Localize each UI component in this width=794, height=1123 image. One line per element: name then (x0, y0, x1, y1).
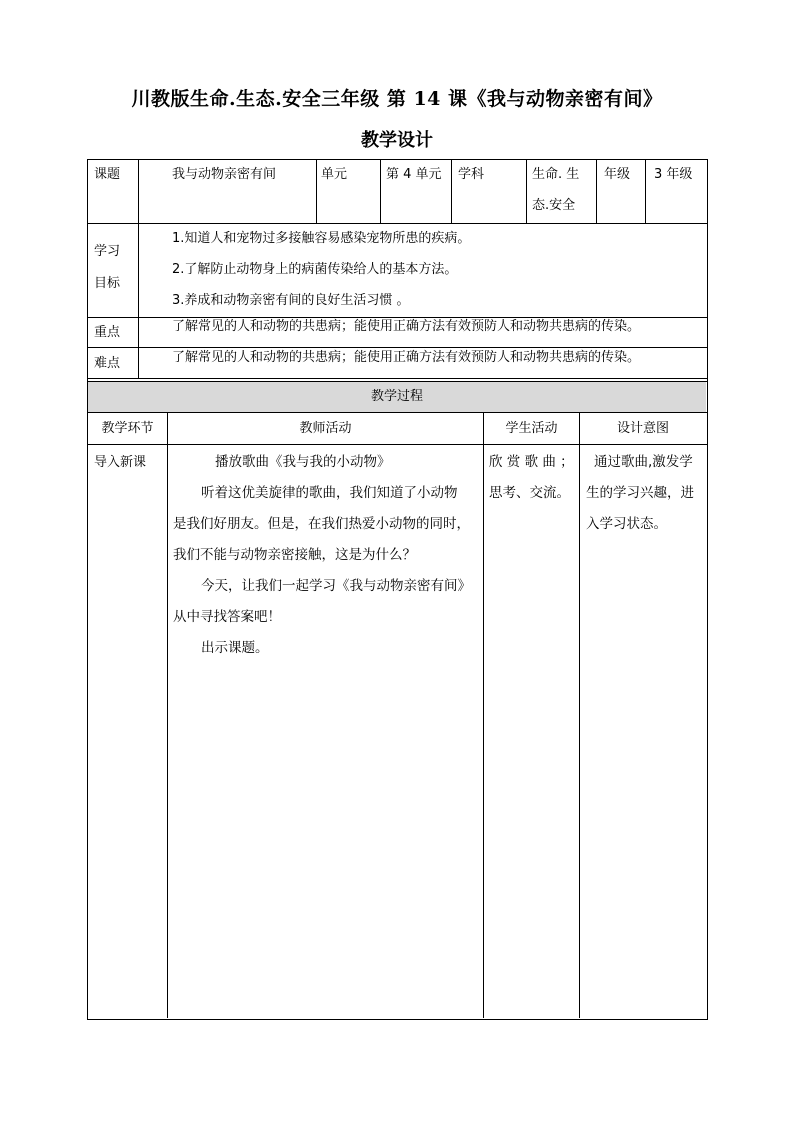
col-divider (138, 159, 139, 223)
col-header-intent: 设计意图 (616, 421, 669, 436)
goals-label-line1: 学习 (94, 244, 121, 259)
teacher-line: 出示课题。 (201, 640, 269, 656)
col-divider (483, 412, 484, 1018)
document-title: 川教版生命.生态.安全三年级 第 14 课《我与动物亲密有间》 (131, 88, 663, 110)
subject-value-line2: 态.安全 (532, 198, 576, 213)
teacher-line: 听着这优美旋律的歌曲，我们知道了小动物 (201, 485, 458, 501)
subject-value-line1: 生命. 生 (532, 167, 580, 182)
teacher-line: 今天，让我们一起学习《我与动物亲密有间》 (201, 578, 471, 594)
goals-label-line2: 目标 (94, 276, 121, 291)
intent-line: 通过歌曲,激发学 (594, 454, 693, 470)
teacher-line: 是我们好朋友。但是，在我们热爱小动物的同时， (173, 516, 470, 532)
col-divider (380, 159, 381, 223)
teacher-line: 播放歌曲《我与我的小动物》 (215, 454, 391, 470)
row-divider (87, 223, 707, 224)
col-divider (579, 412, 580, 1018)
row-divider (87, 412, 707, 413)
student-line: 欣 赏 歌 曲 ； (489, 454, 574, 470)
col-divider (138, 223, 139, 378)
col-header-student: 学生活动 (505, 421, 558, 436)
goal-item: 3.养成和动物亲密有间的良好生活习惯 。 (172, 293, 410, 308)
col-divider (596, 159, 597, 223)
row-divider (87, 347, 707, 348)
teacher-line: 我们不能与动物亲密接触，这是为什么？ (173, 547, 416, 563)
goal-item: 1.知道人和宠物过多接触容易感染宠物所患的疾病。 (172, 231, 471, 246)
unit-label: 单元 (321, 167, 348, 182)
intent-line: 入学习状态。 (586, 516, 667, 532)
process-header: 教学过程 (370, 389, 423, 404)
subject-label: 学科 (458, 167, 485, 182)
row-divider (87, 381, 707, 382)
stage-name: 导入新课 (94, 455, 147, 470)
difficulty-label: 难点 (94, 356, 121, 371)
unit-value: 第 4 单元 (386, 167, 442, 182)
topic-label: 课题 (94, 167, 121, 182)
grade-value: 3 年级 (654, 167, 693, 182)
key-point-text: 了解常见的人和动物的共患病；能使用正确方法有效预防人和动物共患病的传染。 (172, 319, 641, 334)
col-divider (316, 159, 317, 223)
col-divider (167, 412, 168, 1018)
goal-item: 2.了解防止动物身上的病菌传染给人的基本方法。 (172, 262, 458, 277)
row-divider (87, 444, 707, 445)
col-divider (645, 159, 646, 223)
topic-value: 我与动物亲密有间 (172, 167, 277, 182)
grade-label: 年级 (604, 167, 631, 182)
document-subtitle: 教学设计 (361, 130, 433, 151)
row-divider (87, 378, 707, 379)
col-header-teacher: 教师活动 (299, 421, 352, 436)
difficulty-text: 了解常见的人和动物的共患病；能使用正确方法有效预防人和动物共患病的传染。 (172, 350, 641, 365)
col-divider (526, 159, 527, 223)
student-line: 思考、交流。 (489, 485, 570, 501)
intent-line: 生的学习兴趣，进 (586, 485, 694, 501)
key-point-label: 重点 (94, 325, 121, 340)
col-header-stage: 教学环节 (101, 421, 154, 436)
teacher-line: 从中寻找答案吧！ (173, 609, 281, 625)
col-divider (451, 159, 452, 223)
